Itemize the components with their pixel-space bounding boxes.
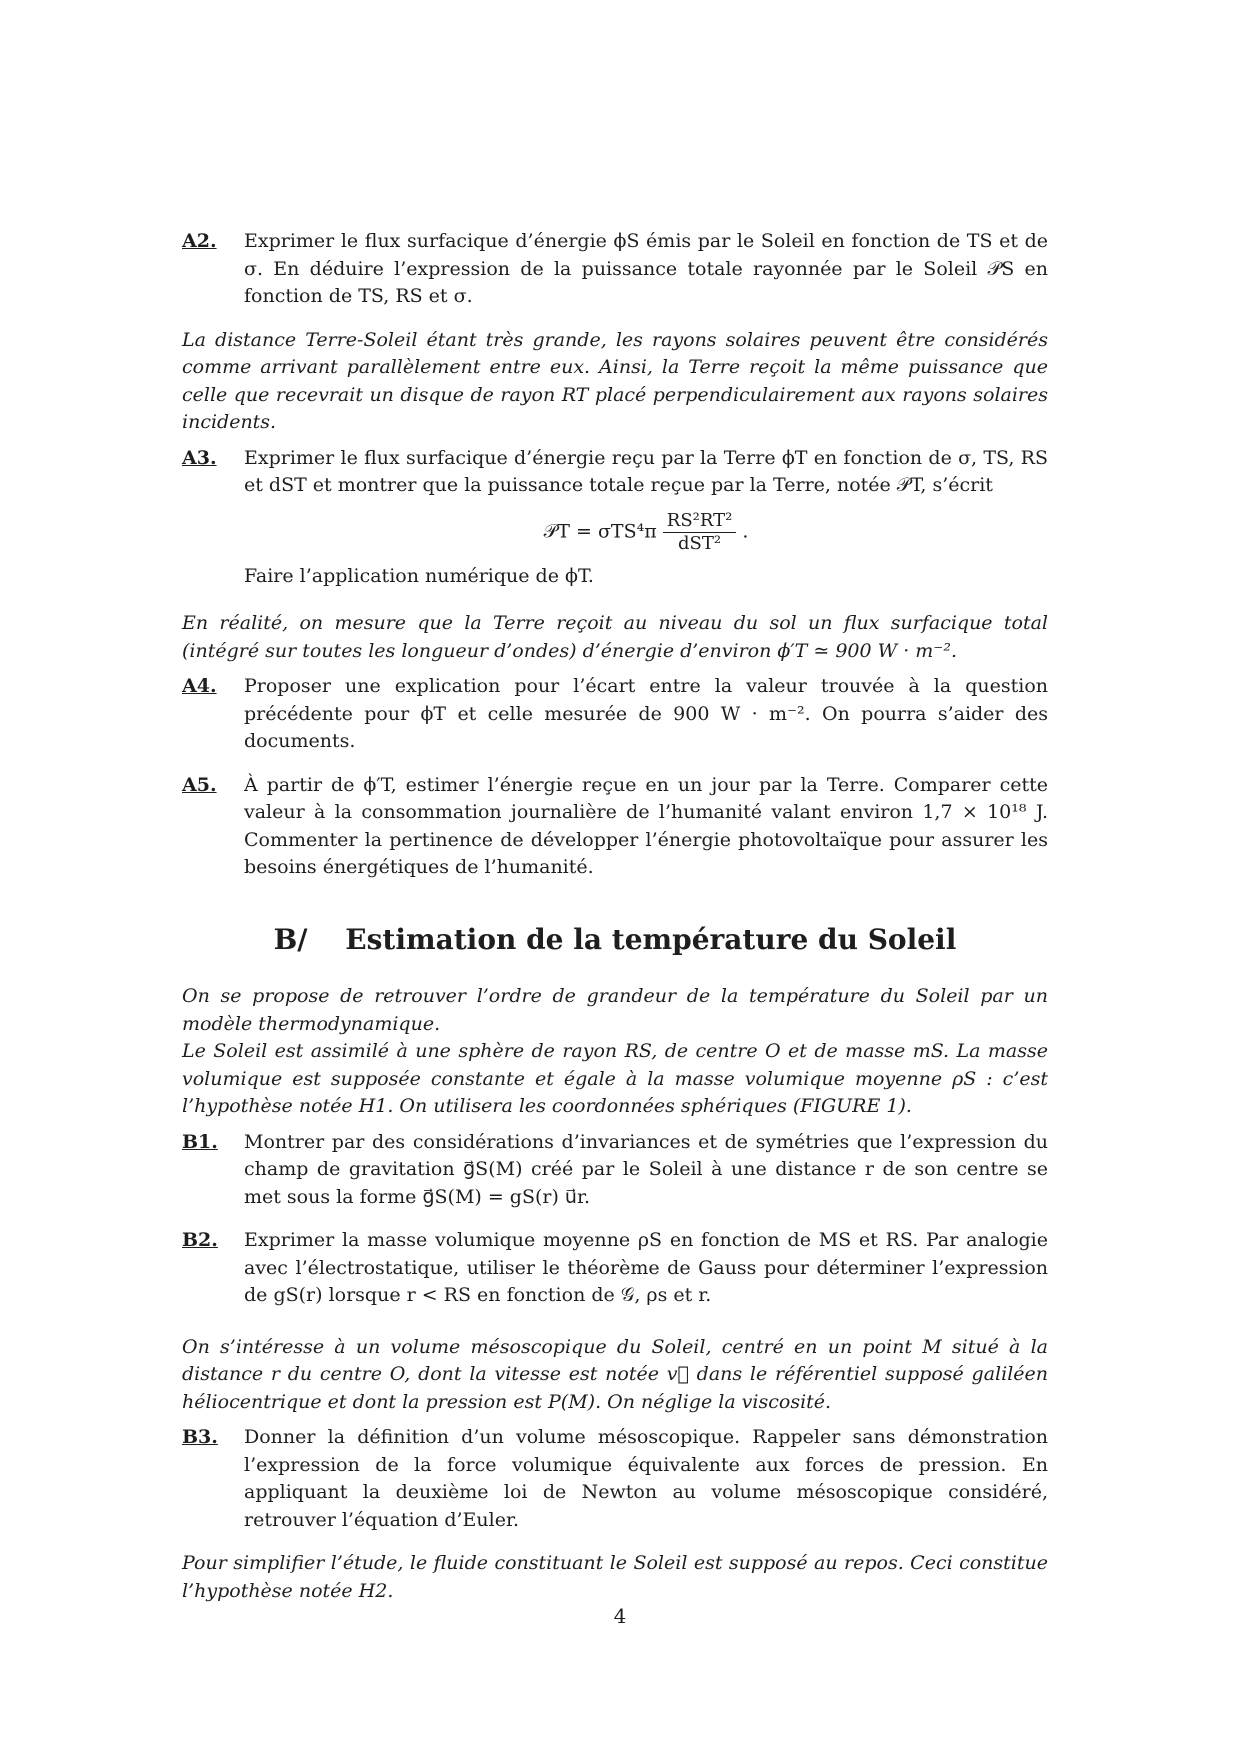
question-label: B3. xyxy=(182,1426,218,1448)
question-a4 xyxy=(182,673,1048,756)
question-label: A4. xyxy=(182,675,217,697)
italic-paragraph-propose xyxy=(182,983,1048,1121)
italic-text: Le Soleil est assimilé à une sphère de rayon RS, de centre O et de masse mS. La masse volumique est supposée constante et égale à la masse volumique moyenne ρS : c’est l’hypothèse notée H1. On utilisera les coordonnées sphériques (FIGURE 1). xyxy=(182,1040,1048,1117)
equation-tail: . xyxy=(742,520,749,542)
question-text: Exprimer la masse volumique moyenne ρS en fonction de MS et RS. Par analogie avec l’électrostatique, utiliser le théorème de Gauss pour déterminer l’expression de gS(r) lorsque r < RS en fonction de 𝒢, ρs et r. xyxy=(244,1229,1048,1306)
italic-paragraph-meso xyxy=(182,1334,1048,1417)
page-number: 4 xyxy=(613,1604,627,1628)
question-text: Proposer une explication pour l’écart entre la valeur trouvée à la question précédente pour ϕT et celle mesurée de 900 W · m⁻². On pourra s’aider des documents. xyxy=(244,675,1048,752)
italic-text: La distance Terre-Soleil étant très grande, les rayons solaires peuvent être considérés comme arrivant parallèlement entre eux. Ainsi, la Terre reçoit la même puissance que celle que recevrait un disque de rayon RT placé perpendiculairement aux rayons solaires incidents. xyxy=(182,328,1048,433)
question-a2 xyxy=(182,228,1048,311)
page-content xyxy=(182,228,1048,1613)
question-text: À partir de ϕ′T, estimer l’énergie reçue en un jour par la Terre. Comparer cette valeur à la consommation journalière de l’humanité valant environ 1,7 × 10¹⁸ J. Commenter la pertinence de développer l’énergie photovoltaïque pour assurer les besoins énergétiques de l’humanité. xyxy=(244,773,1048,878)
question-b1 xyxy=(182,1129,1048,1212)
question-followup: Faire l’application numérique de ϕT. xyxy=(244,564,594,587)
question-text: Donner la définition d’un volume mésoscopique. Rappeler sans démonstration l’expression de la force volumique équivalente aux forces de pression. En appliquant la deuxième loi de Newton au volume mésoscopique considéré, retrouver l’équation d’Euler. xyxy=(244,1426,1048,1531)
question-text: Exprimer le flux surfacique d’énergie ϕS émis par le Soleil en fonction de TS et de σ. En déduire l’expression de la puissance totale rayonnée par le Soleil 𝒫S en fonction de TS, RS et σ. xyxy=(244,230,1048,307)
question-b3 xyxy=(182,1424,1048,1534)
section-label: B/ xyxy=(273,922,308,956)
equation-lhs: 𝒫T = σTS⁴π xyxy=(543,520,657,542)
section-b-heading xyxy=(182,922,1048,956)
question-label: A3. xyxy=(182,446,217,469)
section-title: Estimation de la température du Soleil xyxy=(345,922,957,956)
question-text: Montrer par des considérations d’invariances et de symétries que l’expression du champ de gravitation g⃗S(M) créé par le Soleil à une distance r de son centre se met sous la forme g⃗S(M) = gS(r) u⃗r. xyxy=(244,1130,1048,1208)
question-a5 xyxy=(182,772,1048,882)
equation-fraction xyxy=(663,510,737,555)
question-a3 xyxy=(182,445,1048,591)
question-text: Exprimer le flux surfacique d’énergie reçu par la Terre ϕT en fonction de σ, TS, RS et dST et montrer que la puissance totale reçue par la Terre, notée 𝒫T, s’écrit xyxy=(244,446,1048,496)
equation-pt xyxy=(244,510,1048,555)
italic-text: En réalité, on mesure que la Terre reçoit au niveau du sol un flux surfacique total (intégré sur toutes les longueur d’ondes) d’énergie d’environ ϕ′T ≃ 900 W · m⁻². xyxy=(182,612,1048,662)
italic-paragraph-distance xyxy=(182,327,1048,437)
question-label: A2. xyxy=(182,230,217,252)
equation-numerator: RS²RT² xyxy=(663,510,737,533)
italic-paragraph-realite xyxy=(182,610,1048,665)
italic-text: Pour simplifier l’étude, le fluide constituant le Soleil est supposé au repos. Ceci constitue l’hypothèse notée H2. xyxy=(182,1552,1048,1602)
italic-paragraph-simplifier xyxy=(182,1550,1048,1605)
equation-denominator: dST² xyxy=(678,532,722,554)
question-label: B2. xyxy=(182,1229,218,1251)
question-label: A5. xyxy=(182,773,217,796)
italic-text: On se propose de retrouver l’ordre de grandeur de la température du Soleil par un modèle thermodynamique. xyxy=(182,985,1048,1035)
question-b2 xyxy=(182,1227,1048,1310)
question-label: B1. xyxy=(182,1130,218,1153)
question-a3-body xyxy=(244,445,1048,591)
italic-text: On s’intéresse à un volume mésoscopique du Soleil, centré en un point M situé à la distance r du centre O, dont la vitesse est notée v⃗ dans le référentiel supposé galiléen héliocentrique et dont la pression est P(M). On néglige la viscosité. xyxy=(182,1335,1048,1413)
